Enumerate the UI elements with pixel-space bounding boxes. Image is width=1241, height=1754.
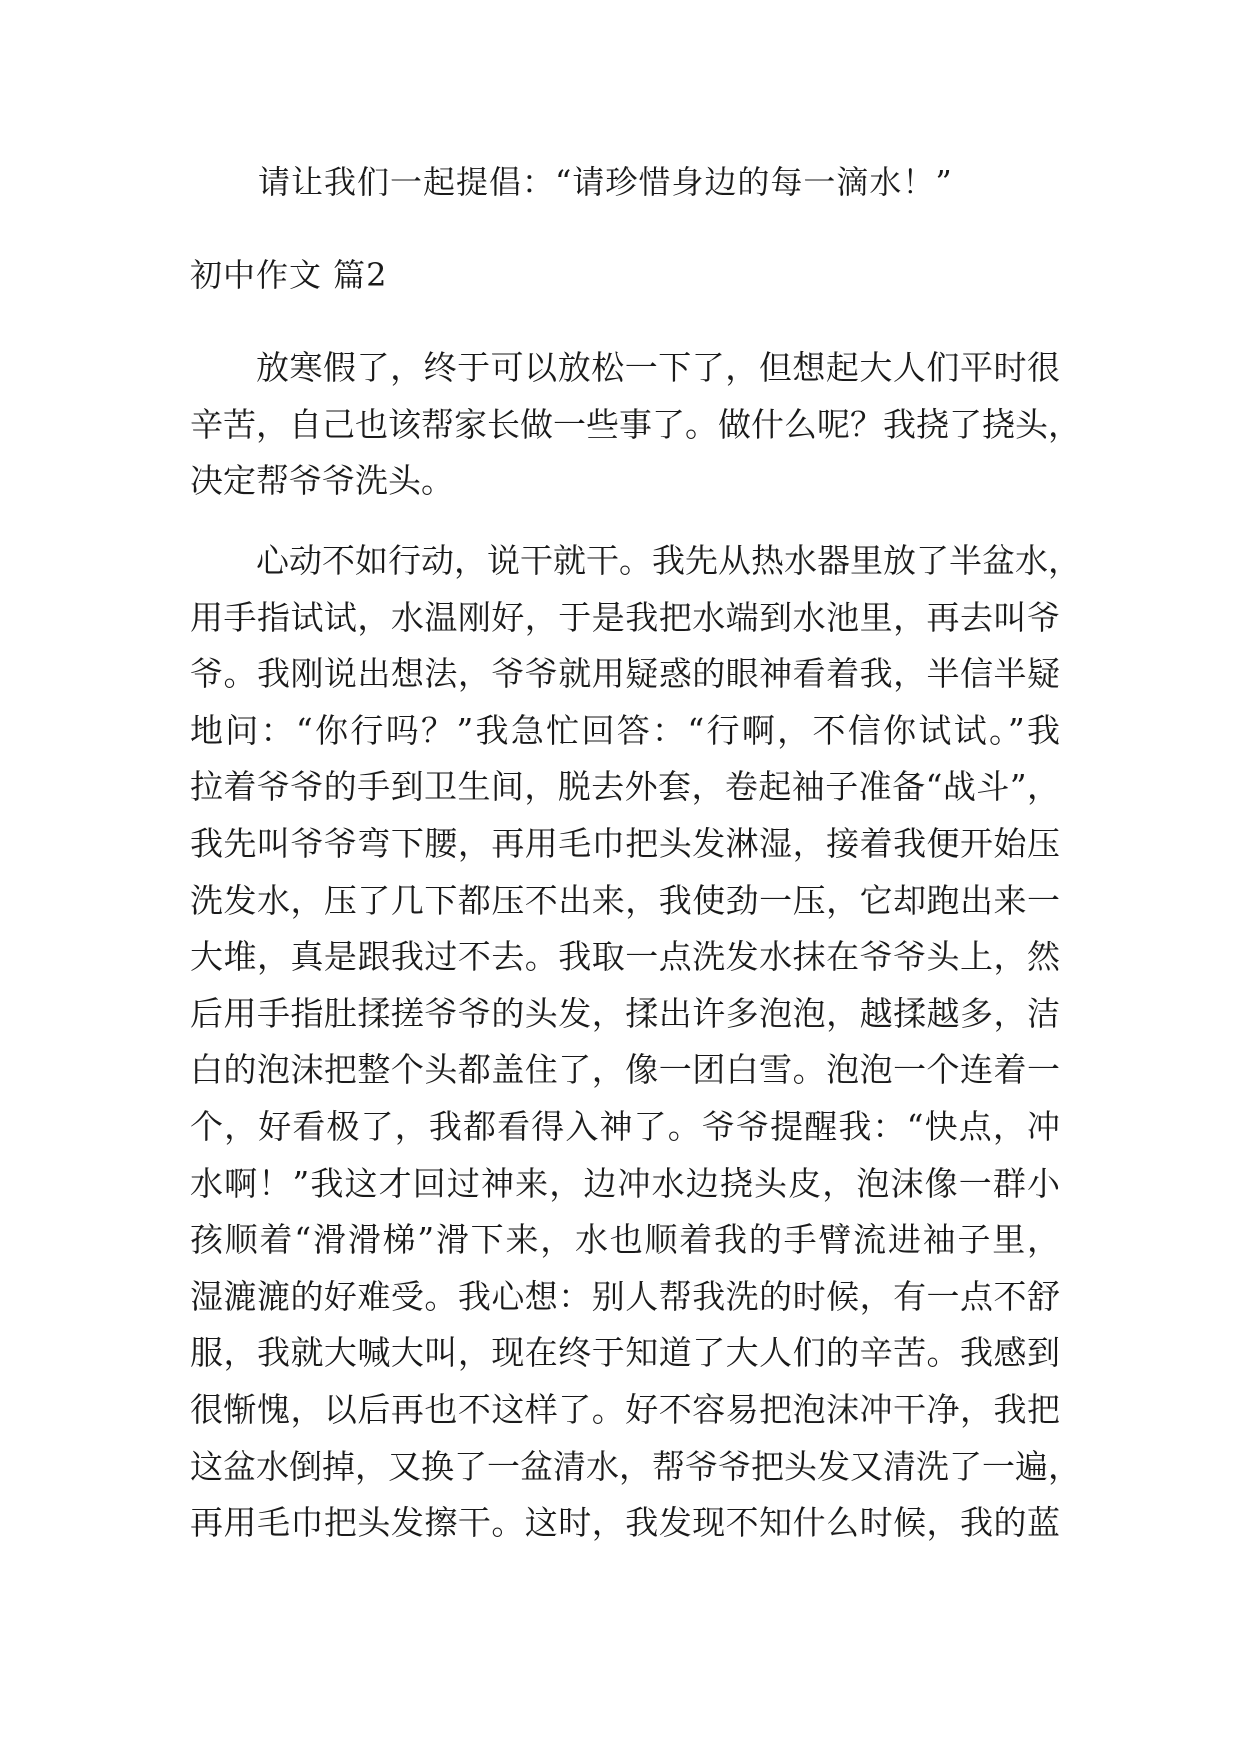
section-heading: 初中作文 篇2 bbox=[190, 256, 388, 294]
paragraph-line: 白的泡沫把整个头都盖住了，像一团白雪。泡泡一个连着一 bbox=[190, 1050, 1060, 1090]
paragraph-line: 这盆水倒掉，又换了一盆清水，帮爷爷把头发又清洗了一遍， bbox=[190, 1446, 1081, 1486]
paragraph-line: 辛苦，自己也该帮家长做一些事了。做什么呢？我挠了挠头， bbox=[190, 404, 1081, 444]
paragraph-1 bbox=[190, 340, 1081, 510]
paragraph-line: 爷。我刚说出想法，爷爷就用疑惑的眼神看着我，半信半疑 bbox=[190, 654, 1060, 694]
paragraph-line: 大堆，真是跟我过不去。我取一点洗发水抹在爷爷头上，然 bbox=[190, 937, 1060, 977]
paragraph-line: 拉着爷爷的手到卫生间，脱去外套，卷起袖子准备“战斗”， bbox=[190, 767, 1060, 807]
paragraph-line: 我先叫爷爷弯下腰，再用毛巾把头发淋湿，接着我便开始压 bbox=[190, 823, 1060, 863]
paragraph-line: 个，好看极了，我都看得入神了。爷爷提醒我：“快点，冲 bbox=[190, 1106, 1060, 1146]
paragraph-line: 再用毛巾把头发擦干。这时，我发现不知什么时候，我的蓝 bbox=[190, 1503, 1060, 1543]
paragraph-line: 湿漉漉的好难受。我心想：别人帮我洗的时候，有一点不舒 bbox=[190, 1276, 1060, 1316]
paragraph-line: 决定帮爷爷洗头。 bbox=[190, 461, 454, 501]
closing-line: 请让我们一起提倡：“请珍惜身边的每一滴水！” bbox=[258, 163, 953, 201]
paragraph-line: 孩顺着“滑滑梯”滑下来，水也顺着我的手臂流进袖子里， bbox=[190, 1220, 1060, 1260]
paragraph-line: 服，我就大喊大叫，现在终于知道了大人们的辛苦。我感到 bbox=[190, 1333, 1060, 1373]
paragraph-line: 心动不如行动，说干就干。我先从热水器里放了半盆水， bbox=[256, 541, 1081, 580]
paragraph-line: 水啊！”我这才回过神来，边冲水边挠头皮，泡沫像一群小 bbox=[190, 1163, 1060, 1203]
paragraph-line: 地问：“你行吗？”我急忙回答：“行啊，不信你试试。”我 bbox=[190, 710, 1060, 750]
paragraph-line: 后用手指肚揉搓爷爷的头发，揉出许多泡泡，越揉越多，洁 bbox=[190, 993, 1060, 1033]
paragraph-line: 用手指试试，水温刚好，于是我把水端到水池里，再去叫爷 bbox=[190, 597, 1060, 637]
paragraph-line: 洗发水，压了几下都压不出来，我使劲一压，它却跑出来一 bbox=[190, 880, 1060, 920]
paragraph-2 bbox=[190, 533, 1081, 1552]
paragraph-line: 很惭愧，以后再也不这样了。好不容易把泡沫冲干净，我把 bbox=[190, 1389, 1060, 1429]
paragraph-line: 放寒假了，终于可以放松一下了，但想起大人们平时很 bbox=[256, 348, 1060, 387]
